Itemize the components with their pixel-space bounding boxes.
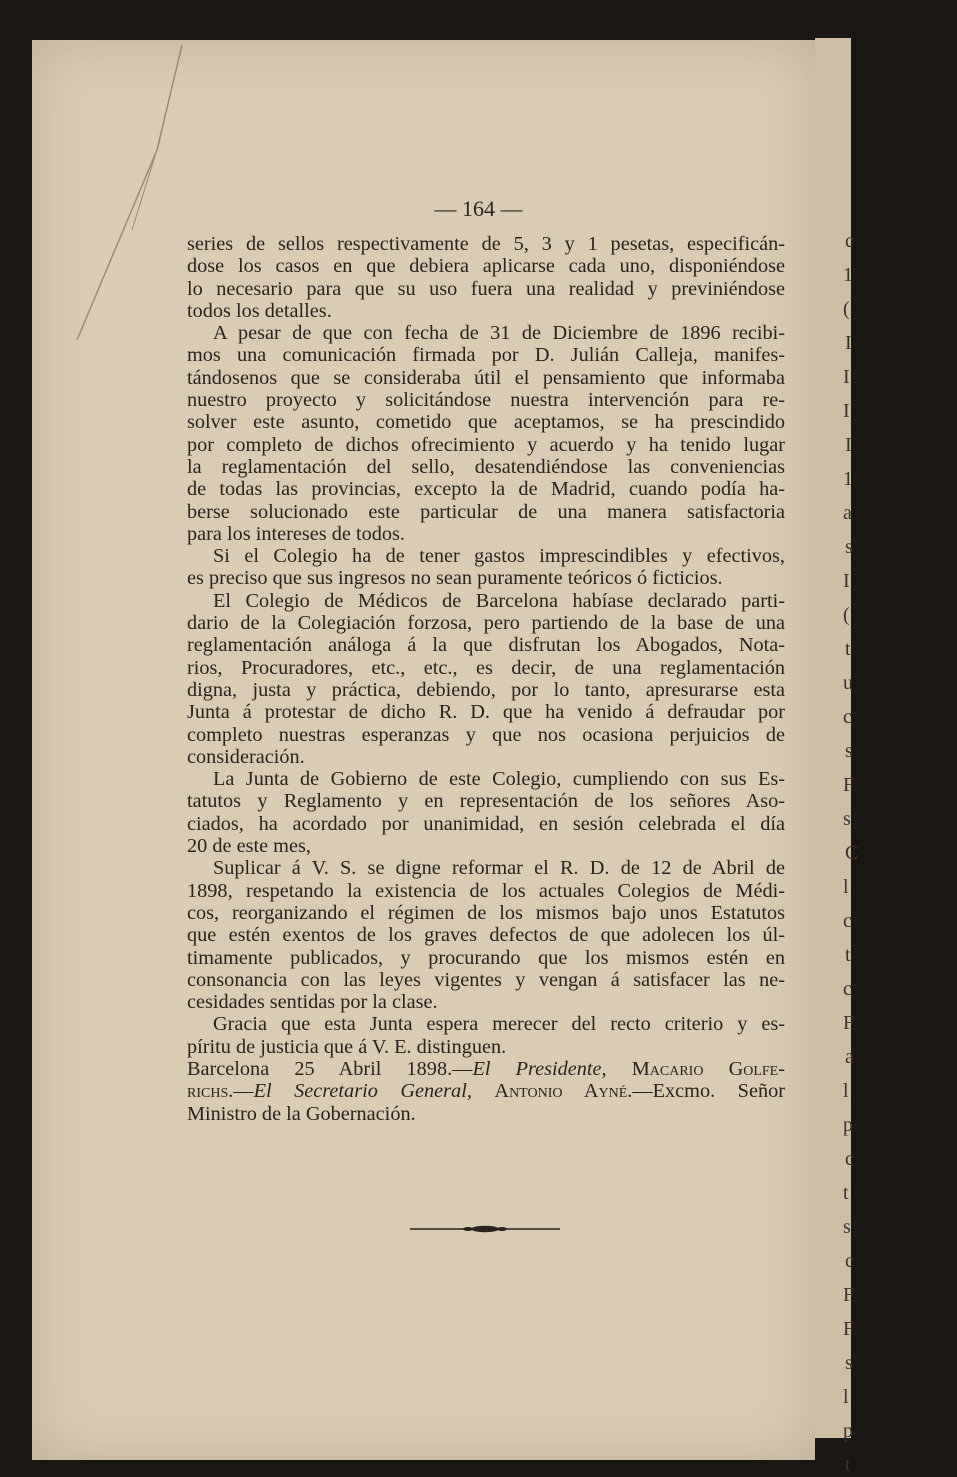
text-line: para los intereses de todos. (187, 522, 405, 545)
ornament-divider (410, 1222, 560, 1236)
text-line: lo necesario para que su uso fuera una realidad y previniéndose (187, 277, 785, 300)
adjacent-page-letter: t (845, 1454, 851, 1476)
adjacent-page-letter: c (843, 910, 852, 932)
text-line: consideración. (187, 745, 305, 768)
text-line: berse solucionado este particular de una manera satisfactoria (187, 500, 785, 523)
adjacent-page-letter: I (843, 366, 850, 388)
adjacent-page-letter: t (845, 638, 851, 660)
adjacent-page-letter: c (845, 1148, 854, 1170)
adjacent-page-letter: ( (843, 298, 850, 320)
text-line: consonancia con las leyes vigentes y vengan á satisfacer las ne- (187, 968, 785, 991)
text-line: completo nuestras esperanzas y que nos ocasiona perjuicios de (187, 723, 785, 746)
adjacent-page-letter: s (845, 740, 853, 762)
adjacent-page-letter: s (843, 808, 851, 830)
adjacent-page-letter: F (843, 1012, 855, 1034)
adjacent-page-letter: F (843, 1284, 855, 1306)
text-line: nuestro proyecto y solicitándose nuestra intervención para re- (187, 389, 785, 412)
adjacent-page-letter: c (843, 978, 852, 1000)
text-line: tatutos y Reglamento y en representación de los señores Aso- (187, 790, 785, 813)
adjacent-page-letter: I (843, 400, 850, 422)
adjacent-page-letter: s (845, 536, 853, 558)
text-line: Si el Colegio ha de tener gastos imprescindibles y efectivos, (213, 545, 785, 568)
text-line: todos los detalles. (187, 299, 332, 322)
text-line: rios, Procuradores, etc., etc., es decir, de una reglamentación (187, 656, 785, 679)
adjacent-page-letter: ( (843, 604, 850, 626)
adjacent-page-letter: t (845, 944, 851, 966)
adjacent-page-letter: l (843, 1386, 849, 1408)
adjacent-page-letter: I (845, 434, 852, 456)
text-line: 20 de este mes, (187, 835, 311, 858)
text-line: A pesar de que con fecha de 31 de Diciembre de 1896 recibi- (213, 322, 785, 345)
adjacent-page-letter: 1 (843, 468, 853, 490)
signature-line-3: Ministro de la Gobernación. (187, 1102, 416, 1125)
text-line: mos una comunicación firmada por D. Julián Calleja, manifes- (187, 344, 785, 367)
text-line: ciados, ha acordado por unanimidad, en sesión celebrada el día (187, 812, 785, 835)
adjacent-page-letter: p (843, 1420, 853, 1442)
adjacent-page-letter: t (843, 1182, 849, 1204)
signature-place-date: Barcelona 25 Abril 1898.— (187, 1057, 473, 1080)
page-number: — 164 — (434, 196, 523, 221)
text-line: de todas las provincias, excepto la de Madrid, cuando podía ha- (187, 478, 785, 501)
adjacent-page-letter: c (845, 230, 854, 252)
text-line: reglamentación análoga á la que disfrutan los Abogados, Nota- (187, 634, 785, 657)
adjacent-page-edge (815, 38, 859, 1476)
adjacent-page-letter: l (843, 1080, 849, 1102)
adjacent-page-letter: p (843, 1114, 853, 1136)
text-line: Gracia que esta Junta espera merecer del recto criterio y es- (213, 1013, 785, 1036)
adjacent-page-letter: u (843, 672, 853, 694)
adjacent-page-letter: F (843, 1318, 855, 1340)
text-line: dario de la Colegiación forzosa, pero partiendo de la base de una (187, 612, 785, 635)
adjacent-page-letter: c (845, 1250, 854, 1272)
signature-line-2 (187, 1080, 785, 1102)
body-text (187, 233, 785, 1125)
text-line: Junta á protestar de dicho R. D. que ha venido á defraudar por (187, 701, 785, 724)
text-line: cesidades sentidas por la clase. (187, 991, 438, 1014)
adjacent-page-letter: 1 (843, 264, 853, 286)
signature-line-1 (187, 1058, 785, 1080)
signature-title-president: El Presidente, (472, 1057, 607, 1080)
text-line: series de sellos respectivamente de 5, 3 y 1 pesetas, especificán- (187, 233, 785, 255)
text-line: Suplicar á V. S. se digne reformar el R. D. de 12 de Abril de (213, 857, 785, 880)
adjacent-page-letter: l (843, 876, 849, 898)
text-line: cos, reorganizando el régimen de los mismos bajo unos Estatutos (187, 901, 785, 924)
text-line: píritu de justicia que á V. E. distinguen. (187, 1035, 507, 1058)
signature-name-president: Macario Golfe- (631, 1057, 785, 1080)
adjacent-page-letter: a (845, 1046, 854, 1068)
adjacent-page-letter: I (843, 570, 850, 592)
text-line: La Junta de Gobierno de este Colegio, cumpliendo con sus Es- (213, 768, 785, 791)
text-line: timamente publicados, y procurando que los mismos estén en (187, 946, 785, 969)
signature-addressee: .—Excmo. Señor (627, 1080, 785, 1103)
signature-name-president-end: richs.— (187, 1080, 254, 1103)
adjacent-page-letter: I (845, 332, 852, 354)
adjacent-page-letter: c (843, 706, 852, 728)
adjacent-page-letter: s (845, 1352, 853, 1374)
text-line: la reglamentación del sello, desatendiéndose las conveniencias (187, 455, 785, 478)
text-line: por completo de dichos ofrecimiento y acuerdo y ha tenido lugar (187, 433, 785, 456)
signature-name-secretary: Antonio Ayné (494, 1080, 628, 1103)
text-line: tándosenos que se consideraba útil el pensamiento que informaba (187, 366, 785, 389)
adjacent-page-letter: a (843, 502, 852, 524)
text-line: El Colegio de Médicos de Barcelona habíase declarado parti- (213, 589, 785, 612)
adjacent-page-letter: s (843, 1216, 851, 1238)
paragraph-lines (187, 233, 785, 1058)
text-line: dose los casos en que debiera aplicarse cada uno, disponiéndose (187, 255, 785, 278)
adjacent-page-letter: C (845, 842, 859, 864)
text-line: digna, justa y práctica, debiendo, por lo tanto, apresurarse esta (187, 678, 785, 701)
signature-title-secretary: El Secretario General, (253, 1080, 472, 1103)
adjacent-page-letter: F (843, 774, 855, 796)
text-line: 1898, respetando la existencia de los actuales Colegios de Médi- (187, 879, 785, 902)
text-line: solver este asunto, cometido que aceptamos, se ha prescindido (187, 411, 785, 434)
text-line: es preciso que sus ingresos no sean puramente teóricos ó ficticios. (187, 567, 723, 590)
text-line: que estén exentos de los graves defectos de que adolecen los úl- (187, 924, 785, 947)
